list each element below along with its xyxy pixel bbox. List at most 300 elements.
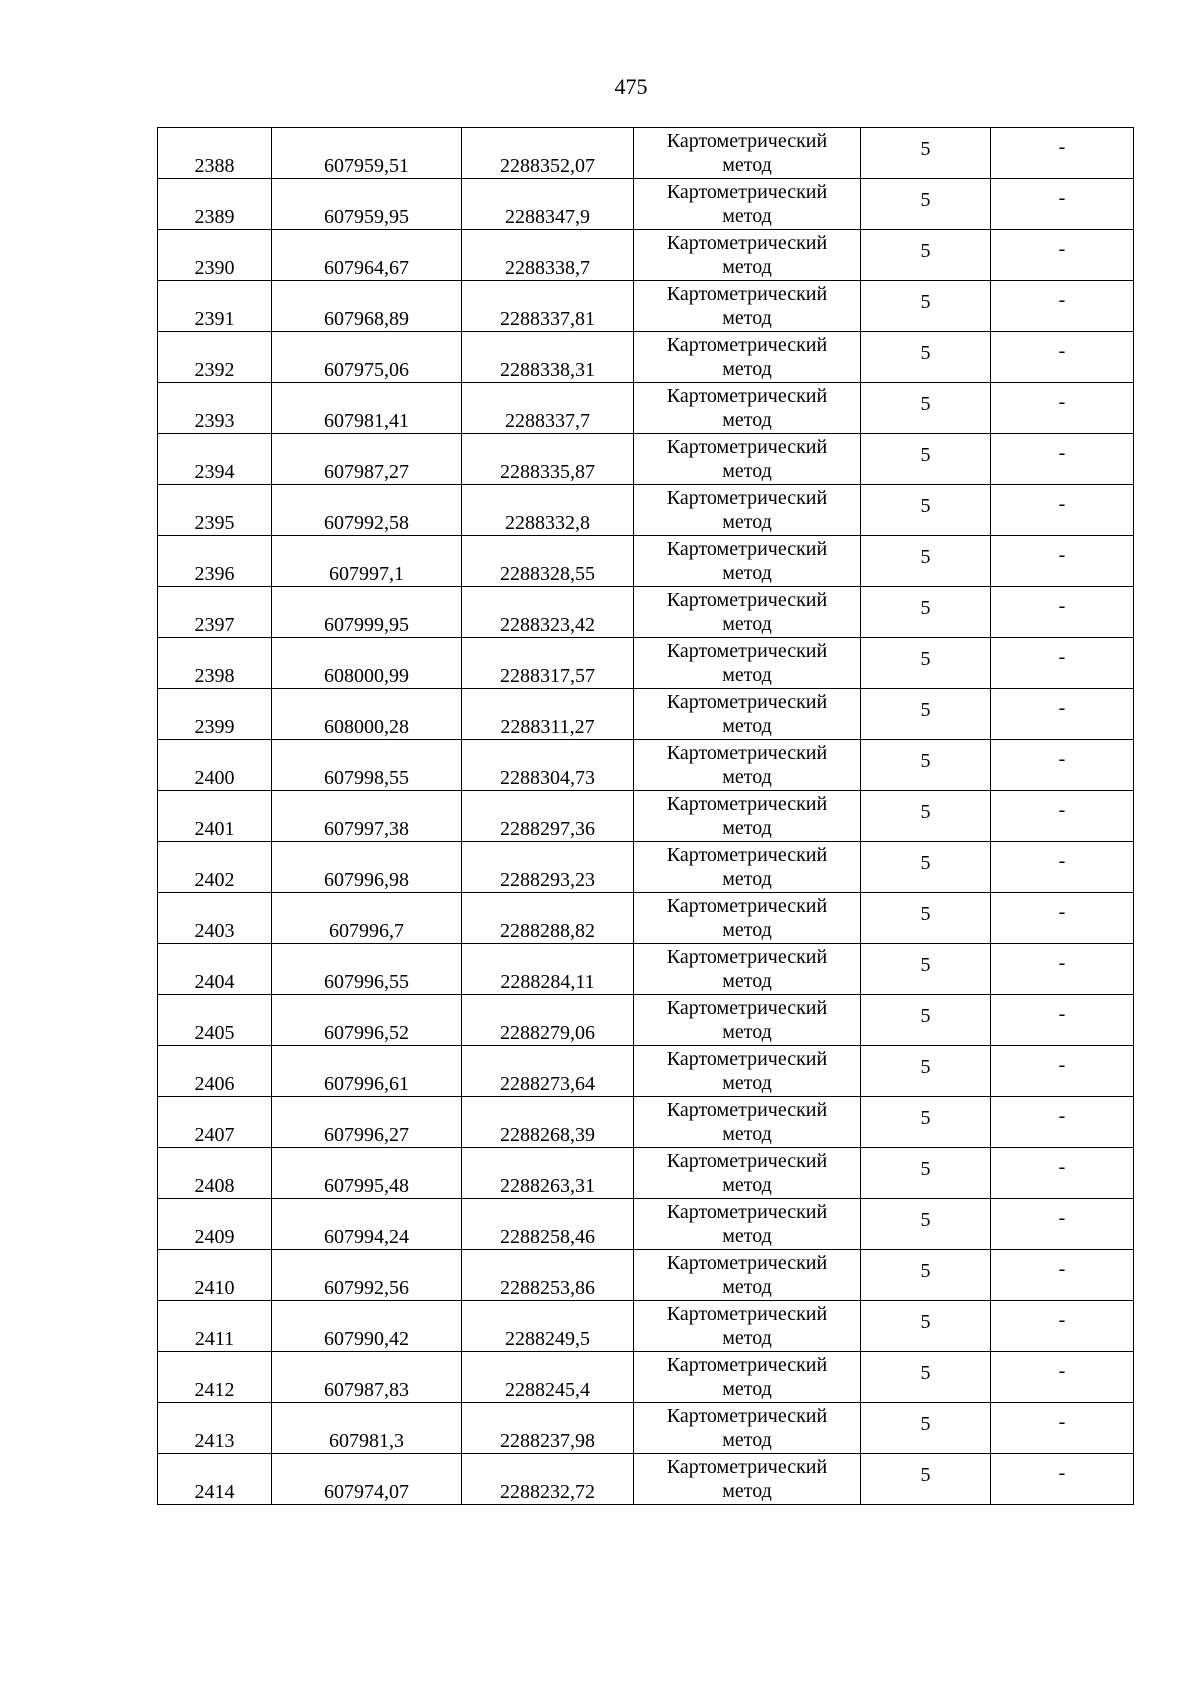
- point-number-cell: [158, 332, 272, 383]
- description-value: -: [1058, 1206, 1066, 1229]
- x-coordinate-cell: [272, 638, 462, 689]
- point-number: 2401: [194, 818, 235, 840]
- x-coordinate-cell: [272, 281, 462, 332]
- method-cell: [634, 230, 861, 281]
- table-row: [158, 1148, 1134, 1199]
- accuracy-value: 5: [920, 545, 931, 568]
- description-value: -: [1058, 1053, 1066, 1076]
- table-row: [158, 1250, 1134, 1301]
- accuracy-cell: [861, 281, 991, 332]
- point-number: 2411: [194, 1328, 235, 1350]
- y-coordinate: 2288328,55: [500, 563, 595, 585]
- point-number-cell: [158, 434, 272, 485]
- accuracy-cell: [861, 1199, 991, 1250]
- method-cell: [634, 383, 861, 434]
- x-coordinate-cell: [272, 587, 462, 638]
- description-value: -: [1058, 339, 1066, 362]
- point-number-cell: [158, 638, 272, 689]
- description-cell: [991, 1250, 1134, 1301]
- method-line-2: метод: [722, 613, 772, 635]
- point-number: 2403: [194, 920, 235, 942]
- x-coordinate: 607999,95: [324, 614, 409, 636]
- point-number: 2413: [194, 1430, 235, 1452]
- description-value: -: [1058, 288, 1066, 311]
- method-line-2: метод: [722, 1021, 772, 1043]
- page-number: 475: [614, 74, 648, 99]
- y-coordinate-cell: [462, 995, 634, 1046]
- point-number-cell: [158, 1403, 272, 1454]
- description-value: -: [1058, 492, 1066, 515]
- description-value: -: [1058, 1104, 1066, 1127]
- point-number: 2399: [194, 716, 235, 738]
- description-cell: [991, 1199, 1134, 1250]
- y-coordinate-cell: [462, 536, 634, 587]
- method-cell: [634, 944, 861, 995]
- y-coordinate: 2288288,82: [500, 920, 595, 942]
- x-coordinate: 607996,27: [324, 1124, 409, 1146]
- y-coordinate: 2288317,57: [500, 665, 595, 687]
- method-cell: [634, 1046, 861, 1097]
- description-value: -: [1058, 696, 1066, 719]
- y-coordinate: 2288284,11: [500, 971, 595, 993]
- y-coordinate: 2288338,7: [505, 257, 590, 279]
- y-coordinate-cell: [462, 1352, 634, 1403]
- y-coordinate: 2288253,86: [500, 1277, 595, 1299]
- method-cell: [634, 689, 861, 740]
- description-cell: [991, 791, 1134, 842]
- y-coordinate: 2288338,31: [500, 359, 595, 381]
- method-line-2: метод: [722, 970, 772, 992]
- x-coordinate-cell: [272, 689, 462, 740]
- method-line-1: Картометрический: [666, 1150, 828, 1172]
- x-coordinate-cell: [272, 1046, 462, 1097]
- method-cell: [634, 128, 861, 179]
- method-line-1: Картометрический: [666, 997, 828, 1019]
- x-coordinate: 607987,83: [324, 1379, 409, 1401]
- accuracy-value: 5: [920, 1463, 931, 1486]
- accuracy-value: 5: [920, 596, 931, 619]
- method-cell: [634, 1352, 861, 1403]
- accuracy-value: 5: [920, 1412, 931, 1435]
- method-line-2: метод: [722, 460, 772, 482]
- description-cell: [991, 1148, 1134, 1199]
- method-line-2: метод: [722, 1276, 772, 1298]
- table-row: [158, 1301, 1134, 1352]
- description-cell: [991, 1046, 1134, 1097]
- table-row: [158, 1046, 1134, 1097]
- coordinates-table: [157, 127, 1134, 1505]
- method-line-1: Картометрический: [666, 589, 828, 611]
- description-cell: [991, 485, 1134, 536]
- point-number-cell: [158, 179, 272, 230]
- method-line-2: метод: [722, 1072, 772, 1094]
- accuracy-value: 5: [920, 647, 931, 670]
- x-coordinate-cell: [272, 740, 462, 791]
- description-value: -: [1058, 951, 1066, 974]
- method-line-1: Картометрический: [666, 844, 828, 866]
- method-line-1: Картометрический: [666, 1354, 828, 1376]
- method-line-1: Картометрический: [666, 640, 828, 662]
- accuracy-cell: [861, 689, 991, 740]
- x-coordinate: 607997,1: [329, 563, 404, 585]
- method-line-2: метод: [722, 154, 772, 176]
- table-body: [158, 128, 1134, 1505]
- x-coordinate-cell: [272, 230, 462, 281]
- accuracy-cell: [861, 536, 991, 587]
- accuracy-cell: [861, 1403, 991, 1454]
- method-line-2: метод: [722, 1429, 772, 1451]
- accuracy-value: 5: [920, 749, 931, 772]
- point-number: 2407: [194, 1124, 235, 1146]
- description-cell: [991, 230, 1134, 281]
- method-line-1: Картометрический: [666, 232, 828, 254]
- y-coordinate-cell: [462, 893, 634, 944]
- method-cell: [634, 1199, 861, 1250]
- accuracy-value: 5: [920, 1310, 931, 1333]
- accuracy-value: 5: [920, 137, 931, 160]
- y-coordinate-cell: [462, 944, 634, 995]
- method-line-1: Картометрический: [666, 538, 828, 560]
- accuracy-cell: [861, 1454, 991, 1505]
- x-coordinate-cell: [272, 536, 462, 587]
- method-line-2: метод: [722, 919, 772, 941]
- method-line-2: метод: [722, 817, 772, 839]
- method-cell: [634, 1250, 861, 1301]
- y-coordinate: 2288297,36: [500, 818, 595, 840]
- accuracy-cell: [861, 230, 991, 281]
- point-number: 2408: [194, 1175, 235, 1197]
- y-coordinate: 2288337,7: [505, 410, 590, 432]
- method-cell: [634, 587, 861, 638]
- y-coordinate: 2288279,06: [500, 1022, 595, 1044]
- y-coordinate: 2288335,87: [500, 461, 595, 483]
- point-number-cell: [158, 230, 272, 281]
- accuracy-cell: [861, 587, 991, 638]
- description-cell: [991, 842, 1134, 893]
- description-value: -: [1058, 543, 1066, 566]
- table-row: [158, 995, 1134, 1046]
- x-coordinate: 607995,48: [324, 1175, 409, 1197]
- method-cell: [634, 638, 861, 689]
- table-row: [158, 893, 1134, 944]
- table-row: [158, 179, 1134, 230]
- point-number-cell: [158, 281, 272, 332]
- point-number-cell: [158, 1352, 272, 1403]
- y-coordinate-cell: [462, 740, 634, 791]
- method-line-2: метод: [722, 358, 772, 380]
- table-row: [158, 281, 1134, 332]
- description-cell: [991, 638, 1134, 689]
- x-coordinate-cell: [272, 791, 462, 842]
- description-cell: [991, 893, 1134, 944]
- accuracy-value: 5: [920, 902, 931, 925]
- accuracy-cell: [861, 893, 991, 944]
- description-cell: [991, 995, 1134, 1046]
- x-coordinate: 607996,61: [324, 1073, 409, 1095]
- x-coordinate-cell: [272, 1250, 462, 1301]
- description-cell: [991, 740, 1134, 791]
- accuracy-value: 5: [920, 494, 931, 517]
- method-line-1: Картометрический: [666, 1048, 828, 1070]
- method-line-1: Картометрический: [666, 385, 828, 407]
- point-number-cell: [158, 383, 272, 434]
- y-coordinate-cell: [462, 842, 634, 893]
- x-coordinate: 607994,24: [324, 1226, 409, 1248]
- table-row: [158, 434, 1134, 485]
- method-cell: [634, 1454, 861, 1505]
- accuracy-cell: [861, 179, 991, 230]
- method-cell: [634, 842, 861, 893]
- description-value: -: [1058, 1410, 1066, 1433]
- method-cell: [634, 1301, 861, 1352]
- method-line-2: метод: [722, 1378, 772, 1400]
- x-coordinate-cell: [272, 944, 462, 995]
- description-cell: [991, 1301, 1134, 1352]
- x-coordinate-cell: [272, 128, 462, 179]
- accuracy-value: 5: [920, 443, 931, 466]
- method-cell: [634, 1403, 861, 1454]
- y-coordinate: 2288337,81: [500, 308, 595, 330]
- description-cell: [991, 332, 1134, 383]
- x-coordinate-cell: [272, 1403, 462, 1454]
- x-coordinate: 607996,52: [324, 1022, 409, 1044]
- method-line-1: Картометрический: [666, 1303, 828, 1325]
- y-coordinate-cell: [462, 281, 634, 332]
- x-coordinate-cell: [272, 434, 462, 485]
- method-cell: [634, 893, 861, 944]
- table-row: [158, 638, 1134, 689]
- accuracy-value: 5: [920, 341, 931, 364]
- description-value: -: [1058, 645, 1066, 668]
- point-number-cell: [158, 587, 272, 638]
- table-row: [158, 332, 1134, 383]
- y-coordinate-cell: [462, 179, 634, 230]
- point-number: 2398: [194, 665, 235, 687]
- accuracy-value: 5: [920, 698, 931, 721]
- x-coordinate-cell: [272, 893, 462, 944]
- accuracy-value: 5: [920, 1259, 931, 1282]
- y-coordinate-cell: [462, 1454, 634, 1505]
- y-coordinate-cell: [462, 638, 634, 689]
- x-coordinate: 608000,28: [324, 716, 409, 738]
- description-value: -: [1058, 237, 1066, 260]
- method-line-2: метод: [722, 868, 772, 890]
- table-row: [158, 740, 1134, 791]
- method-cell: [634, 791, 861, 842]
- accuracy-value: 5: [920, 800, 931, 823]
- description-value: -: [1058, 186, 1066, 209]
- x-coordinate: 608000,99: [324, 665, 409, 687]
- x-coordinate: 607964,67: [324, 257, 409, 279]
- table-row: [158, 1454, 1134, 1505]
- point-number-cell: [158, 536, 272, 587]
- table-row: [158, 791, 1134, 842]
- description-value: -: [1058, 798, 1066, 821]
- accuracy-value: 5: [920, 1106, 931, 1129]
- description-cell: [991, 536, 1134, 587]
- description-value: -: [1058, 1257, 1066, 1280]
- method-line-2: метод: [722, 715, 772, 737]
- y-coordinate: 2288332,8: [505, 512, 590, 534]
- method-line-2: метод: [722, 205, 772, 227]
- x-coordinate: 607968,89: [324, 308, 409, 330]
- table-row: [158, 689, 1134, 740]
- y-coordinate: 2288258,46: [500, 1226, 595, 1248]
- table-row: [158, 1352, 1134, 1403]
- point-number: 2409: [194, 1226, 235, 1248]
- method-cell: [634, 536, 861, 587]
- point-number-cell: [158, 995, 272, 1046]
- method-cell: [634, 281, 861, 332]
- accuracy-value: 5: [920, 1208, 931, 1231]
- description-cell: [991, 1454, 1134, 1505]
- method-line-1: Картометрический: [666, 742, 828, 764]
- accuracy-cell: [861, 791, 991, 842]
- description-cell: [991, 383, 1134, 434]
- accuracy-cell: [861, 485, 991, 536]
- y-coordinate-cell: [462, 587, 634, 638]
- y-coordinate: 2288352,07: [500, 155, 595, 177]
- point-number-cell: [158, 1250, 272, 1301]
- point-number-cell: [158, 893, 272, 944]
- method-cell: [634, 995, 861, 1046]
- method-cell: [634, 332, 861, 383]
- table-row: [158, 128, 1134, 179]
- y-coordinate-cell: [462, 1301, 634, 1352]
- x-coordinate: 607981,41: [324, 410, 409, 432]
- table-row: [158, 1403, 1134, 1454]
- description-cell: [991, 944, 1134, 995]
- point-number: 2393: [194, 410, 235, 432]
- method-line-1: Картометрический: [666, 946, 828, 968]
- y-coordinate-cell: [462, 1403, 634, 1454]
- table-row: [158, 842, 1134, 893]
- description-value: -: [1058, 441, 1066, 464]
- y-coordinate-cell: [462, 230, 634, 281]
- accuracy-cell: [861, 944, 991, 995]
- point-number: 2391: [194, 308, 235, 330]
- description-value: -: [1058, 1461, 1066, 1484]
- description-value: -: [1058, 747, 1066, 770]
- y-coordinate-cell: [462, 383, 634, 434]
- table-row: [158, 1097, 1134, 1148]
- table-row: [158, 587, 1134, 638]
- y-coordinate: 2288249,5: [505, 1328, 590, 1350]
- method-line-1: Картометрический: [666, 895, 828, 917]
- accuracy-value: 5: [920, 851, 931, 874]
- accuracy-cell: [861, 128, 991, 179]
- x-coordinate: 607992,58: [324, 512, 409, 534]
- y-coordinate-cell: [462, 1199, 634, 1250]
- y-coordinate: 2288323,42: [500, 614, 595, 636]
- method-line-2: метод: [722, 1123, 772, 1145]
- y-coordinate-cell: [462, 791, 634, 842]
- method-line-2: метод: [722, 409, 772, 431]
- method-line-1: Картометрический: [666, 1252, 828, 1274]
- accuracy-value: 5: [920, 1055, 931, 1078]
- accuracy-cell: [861, 1148, 991, 1199]
- accuracy-cell: [861, 1097, 991, 1148]
- x-coordinate: 607981,3: [329, 1430, 404, 1452]
- table-row: [158, 485, 1134, 536]
- x-coordinate-cell: [272, 1148, 462, 1199]
- method-line-2: метод: [722, 1225, 772, 1247]
- point-number-cell: [158, 791, 272, 842]
- accuracy-value: 5: [920, 1157, 931, 1180]
- point-number: 2394: [194, 461, 235, 483]
- point-number: 2392: [194, 359, 235, 381]
- method-cell: [634, 179, 861, 230]
- point-number: 2388: [194, 155, 235, 177]
- method-cell: [634, 740, 861, 791]
- description-value: -: [1058, 1308, 1066, 1331]
- x-coordinate-cell: [272, 332, 462, 383]
- method-line-2: метод: [722, 562, 772, 584]
- x-coordinate: 607992,56: [324, 1277, 409, 1299]
- description-value: -: [1058, 135, 1066, 158]
- point-number: 2406: [194, 1073, 235, 1095]
- y-coordinate: 2288263,31: [500, 1175, 595, 1197]
- accuracy-value: 5: [920, 239, 931, 262]
- y-coordinate-cell: [462, 689, 634, 740]
- method-line-2: метод: [722, 766, 772, 788]
- point-number: 2396: [194, 563, 235, 585]
- x-coordinate-cell: [272, 1301, 462, 1352]
- point-number: 2410: [194, 1277, 235, 1299]
- x-coordinate: 607996,55: [324, 971, 409, 993]
- accuracy-cell: [861, 995, 991, 1046]
- point-number: 2402: [194, 869, 235, 891]
- y-coordinate: 2288268,39: [500, 1124, 595, 1146]
- point-number-cell: [158, 485, 272, 536]
- method-line-1: Картометрический: [666, 1405, 828, 1427]
- y-coordinate: 2288273,64: [500, 1073, 595, 1095]
- x-coordinate-cell: [272, 383, 462, 434]
- point-number: 2400: [194, 767, 235, 789]
- accuracy-value: 5: [920, 1361, 931, 1384]
- method-line-1: Картометрический: [666, 1456, 828, 1478]
- accuracy-value: 5: [920, 392, 931, 415]
- y-coordinate-cell: [462, 1097, 634, 1148]
- accuracy-cell: [861, 332, 991, 383]
- description-cell: [991, 1097, 1134, 1148]
- description-cell: [991, 1403, 1134, 1454]
- point-number-cell: [158, 944, 272, 995]
- y-coordinate: 2288304,73: [500, 767, 595, 789]
- table-row: [158, 383, 1134, 434]
- method-line-2: метод: [722, 1480, 772, 1502]
- x-coordinate: 607990,42: [324, 1328, 409, 1350]
- y-coordinate: 2288293,23: [500, 869, 595, 891]
- accuracy-cell: [861, 842, 991, 893]
- description-cell: [991, 128, 1134, 179]
- accuracy-cell: [861, 1352, 991, 1403]
- accuracy-cell: [861, 383, 991, 434]
- description-cell: [991, 689, 1134, 740]
- point-number-cell: [158, 128, 272, 179]
- accuracy-cell: [861, 1301, 991, 1352]
- description-value: -: [1058, 849, 1066, 872]
- point-number: 2404: [194, 971, 235, 993]
- accuracy-cell: [861, 1046, 991, 1097]
- description-value: -: [1058, 900, 1066, 923]
- table-row: [158, 1199, 1134, 1250]
- x-coordinate-cell: [272, 485, 462, 536]
- y-coordinate-cell: [462, 332, 634, 383]
- y-coordinate-cell: [462, 434, 634, 485]
- point-number-cell: [158, 842, 272, 893]
- accuracy-value: 5: [920, 290, 931, 313]
